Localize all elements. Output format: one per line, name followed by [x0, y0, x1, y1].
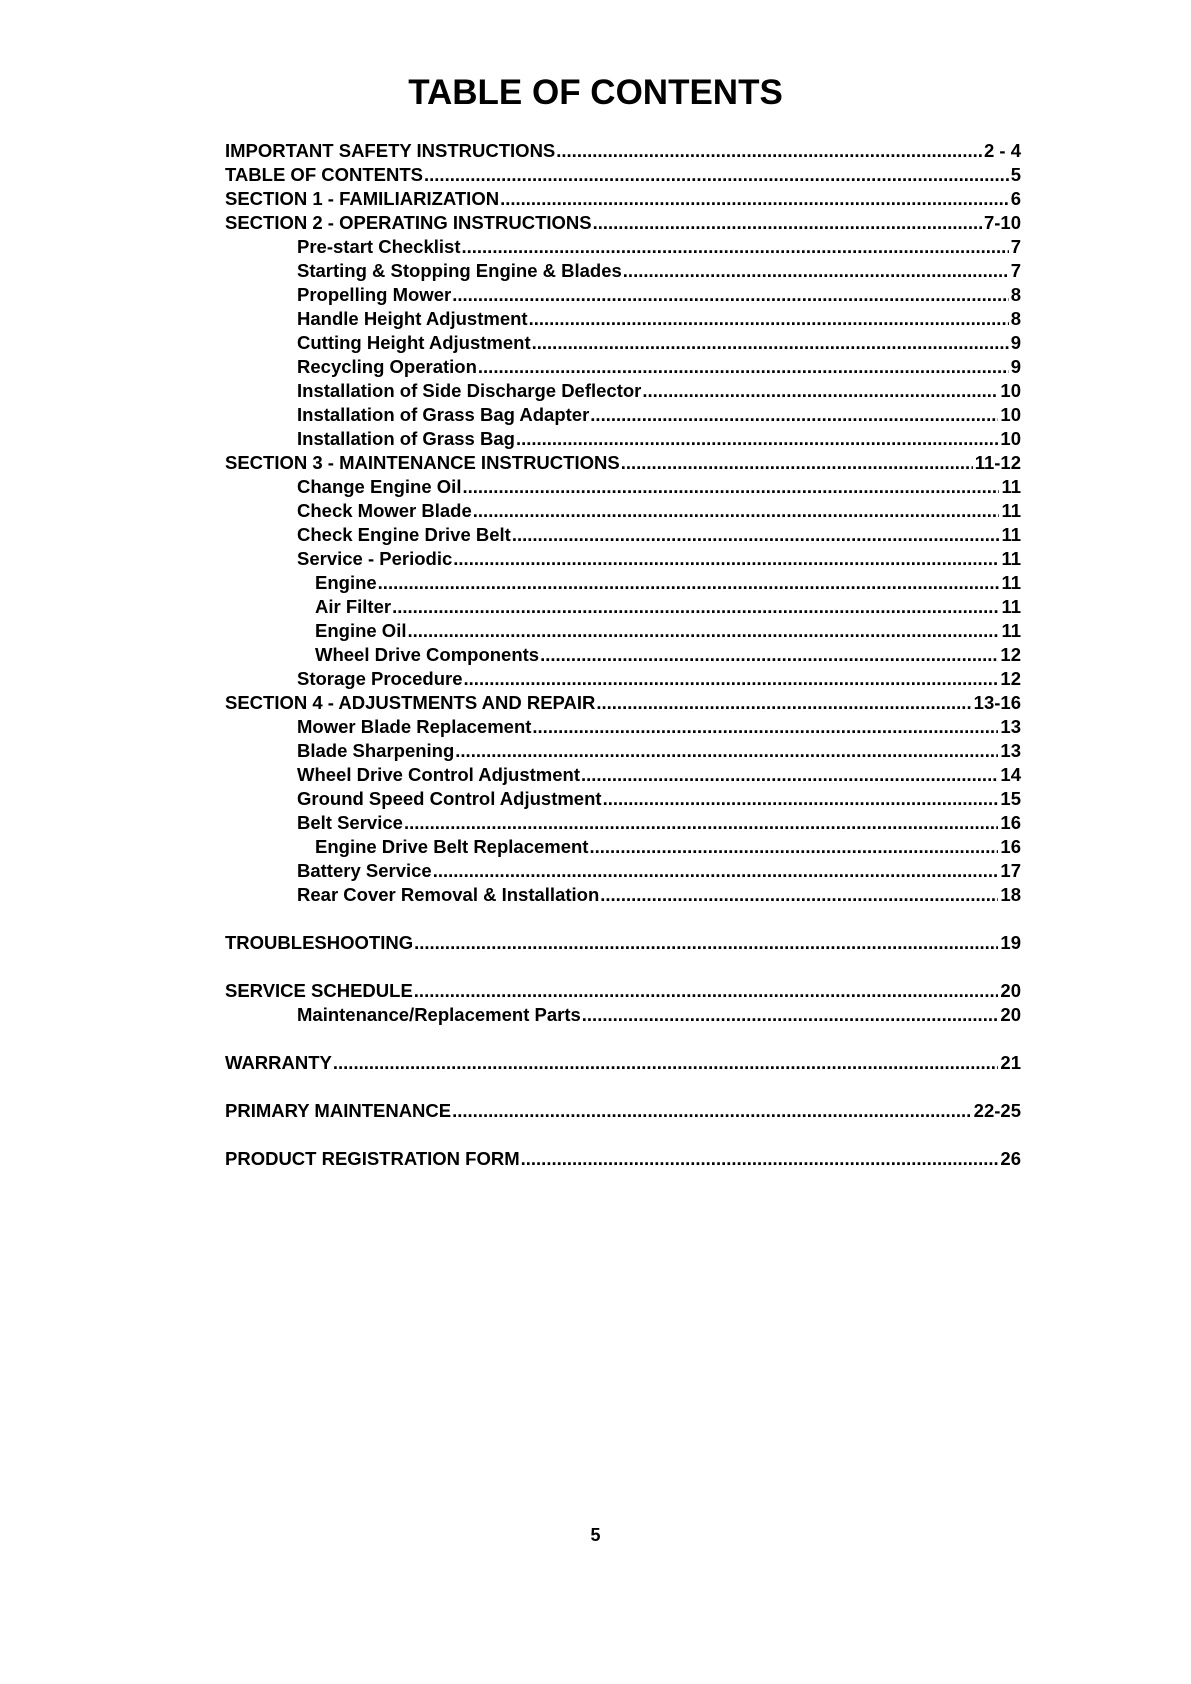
dot-leader — [453, 547, 999, 571]
toc-entry-label: Pre-start Checklist — [297, 236, 461, 257]
toc-entry-label: Cutting Height Adjustment — [297, 332, 531, 353]
toc-entry-page: 13-16 — [973, 692, 1021, 713]
toc-entry-label: Storage Procedure — [297, 668, 463, 689]
toc-entry — [225, 835, 1021, 859]
toc-entry-label: SECTION 4 - ADJUSTMENTS AND REPAIR — [225, 692, 596, 713]
toc-entry — [225, 379, 1021, 403]
toc-entry-page: 15 — [1000, 788, 1021, 809]
toc-entry-page: 26 — [1000, 1148, 1021, 1169]
toc-entry-label: Wheel Drive Control Adjustment — [297, 764, 581, 785]
toc-entry-page: 10 — [1000, 404, 1021, 425]
toc-entry-page: 11 — [1001, 500, 1021, 521]
toc-entry-label: Change Engine Oil — [297, 476, 462, 497]
toc-entry — [225, 523, 1021, 547]
toc-entry — [225, 451, 1021, 475]
toc-entry-page: 18 — [1000, 884, 1021, 905]
dot-leader — [464, 667, 999, 691]
toc-entry-label: Rear Cover Removal & Installation — [297, 884, 600, 905]
dot-leader — [333, 1051, 999, 1075]
dot-leader — [392, 595, 999, 619]
dot-leader — [404, 811, 998, 835]
toc-entry-label: Handle Height Adjustment — [297, 308, 528, 329]
toc-entry — [225, 859, 1021, 883]
toc-entry-page: 16 — [1000, 836, 1021, 857]
toc-entry-page: 11 — [1001, 548, 1021, 569]
toc-entry-label: Ground Speed Control Adjustment — [297, 788, 602, 809]
toc-entry-label: PRODUCT REGISTRATION FORM — [225, 1148, 520, 1169]
toc-entry — [225, 595, 1021, 619]
toc-entry — [225, 715, 1021, 739]
toc-entry-label: Installation of Grass Bag — [297, 428, 515, 449]
toc-entry — [225, 619, 1021, 643]
toc-entry-label: Mower Blade Replacement — [297, 716, 532, 737]
toc-entry-label: SECTION 1 - FAMILIARIZATION — [225, 188, 500, 209]
dot-leader — [532, 715, 998, 739]
dot-leader — [378, 571, 1000, 595]
toc-entry — [225, 427, 1021, 451]
toc-entry — [225, 811, 1021, 835]
toc-entry-page: 13 — [1000, 716, 1021, 737]
dot-leader — [516, 427, 998, 451]
page-title: TABLE OF CONTENTS — [408, 73, 783, 112]
toc-entry — [225, 475, 1021, 499]
toc-entry — [225, 163, 1021, 187]
dot-leader — [593, 211, 982, 235]
toc-entry-label: Battery Service — [297, 860, 432, 881]
toc-entry-page: 7-10 — [983, 212, 1021, 233]
toc-entry-label: Engine Oil — [315, 620, 407, 641]
toc-entry-page: 22-25 — [973, 1100, 1021, 1121]
toc-entry-page: 20 — [1000, 980, 1021, 1001]
toc-entry-label: Starting & Stopping Engine & Blades — [297, 260, 622, 281]
dot-leader — [414, 931, 998, 955]
toc-entry — [225, 979, 1021, 1003]
toc-entry — [225, 1099, 1021, 1123]
toc-entry — [225, 235, 1021, 259]
dot-leader — [433, 859, 999, 883]
dot-leader — [596, 691, 971, 715]
toc-entry-label: Recycling Operation — [297, 356, 477, 377]
toc-entry-label: WARRANTY — [225, 1052, 332, 1073]
toc-entry-label: Engine — [315, 572, 377, 593]
dot-leader — [452, 1099, 972, 1123]
toc-entry-label: Engine Drive Belt Replacement — [315, 836, 589, 857]
toc-entry — [225, 259, 1021, 283]
toc-entry-label: Belt Service — [297, 812, 403, 833]
toc-entry-page: 11-12 — [974, 452, 1021, 473]
toc-entry-page: 10 — [1000, 428, 1021, 449]
toc-entry — [225, 355, 1021, 379]
toc-entry-label: Installation of Side Discharge Deflector — [297, 380, 642, 401]
dot-leader — [461, 235, 1008, 259]
toc-entry — [225, 283, 1021, 307]
dot-leader — [424, 163, 1009, 187]
toc-entry-label: IMPORTANT SAFETY INSTRUCTIONS — [225, 140, 556, 161]
toc-entry-page: 8 — [1010, 284, 1021, 305]
table-of-contents — [225, 139, 1021, 1171]
toc-entry — [225, 1003, 1021, 1027]
dot-leader — [540, 643, 998, 667]
toc-entry-page: 5 — [1010, 164, 1021, 185]
toc-entry — [225, 307, 1021, 331]
toc-entry — [225, 403, 1021, 427]
toc-entry — [225, 547, 1021, 571]
toc-entry-page: 8 — [1010, 308, 1021, 329]
toc-entry-page: 12 — [1000, 668, 1021, 689]
toc-entry-page: 19 — [1000, 932, 1021, 953]
toc-entry-page: 9 — [1010, 332, 1021, 353]
toc-entry-label: Service - Periodic — [297, 548, 453, 569]
toc-entry-label: Air Filter — [315, 596, 392, 617]
page-number: 5 — [590, 1525, 601, 1545]
toc-entry — [225, 571, 1021, 595]
dot-leader — [414, 979, 999, 1003]
toc-entry-page: 7 — [1010, 260, 1021, 281]
toc-entry-label: Check Mower Blade — [297, 500, 472, 521]
dot-leader — [473, 499, 1000, 523]
toc-entry-page: 17 — [1000, 860, 1021, 881]
dot-leader — [581, 763, 998, 787]
dot-leader — [623, 259, 1009, 283]
toc-entry-label: SECTION 2 - OPERATING INSTRUCTIONS — [225, 212, 592, 233]
toc-entry-label: Installation of Grass Bag Adapter — [297, 404, 590, 425]
dot-leader — [556, 139, 982, 163]
toc-entry — [225, 1051, 1021, 1075]
toc-entry-page: 13 — [1000, 740, 1021, 761]
toc-entry-page: 7 — [1010, 236, 1021, 257]
dot-leader — [512, 523, 1000, 547]
toc-entry-page: 12 — [1000, 644, 1021, 665]
toc-entry-page: 6 — [1010, 188, 1021, 209]
dot-leader — [600, 883, 998, 907]
toc-entry — [225, 139, 1021, 163]
toc-entry-label: Propelling Mower — [297, 284, 452, 305]
toc-entry-page: 11 — [1001, 596, 1021, 617]
toc-entry-label: TABLE OF CONTENTS — [225, 164, 424, 185]
toc-entry-page: 10 — [1000, 380, 1021, 401]
dot-leader — [589, 835, 998, 859]
toc-entry — [225, 331, 1021, 355]
toc-entry-label: Check Engine Drive Belt — [297, 524, 511, 545]
dot-leader — [455, 739, 998, 763]
toc-entry-page: 20 — [1000, 1004, 1021, 1025]
toc-entry — [225, 499, 1021, 523]
toc-entry-page: 9 — [1010, 356, 1021, 377]
toc-entry — [225, 667, 1021, 691]
toc-entry-label: PRIMARY MAINTENANCE — [225, 1100, 452, 1121]
toc-entry-page: 2 - 4 — [983, 140, 1021, 161]
toc-entry — [225, 883, 1021, 907]
toc-entry — [225, 763, 1021, 787]
toc-entry — [225, 787, 1021, 811]
toc-entry — [225, 931, 1021, 955]
dot-leader — [603, 787, 999, 811]
toc-entry-label: TROUBLESHOOTING — [225, 932, 414, 953]
dot-leader — [582, 1003, 999, 1027]
toc-entry-page: 21 — [1000, 1052, 1021, 1073]
toc-entry-page: 16 — [1000, 812, 1021, 833]
toc-entry — [225, 643, 1021, 667]
toc-entry — [225, 739, 1021, 763]
dot-leader — [621, 451, 973, 475]
dot-leader — [521, 1147, 999, 1171]
toc-entry-page: 11 — [1001, 620, 1021, 641]
toc-entry-page: 11 — [1001, 524, 1021, 545]
toc-entry — [225, 211, 1021, 235]
dot-leader — [529, 307, 1009, 331]
toc-entry-page: 11 — [1001, 572, 1021, 593]
toc-entry — [225, 691, 1021, 715]
dot-leader — [500, 187, 1009, 211]
toc-entry — [225, 187, 1021, 211]
dot-leader — [478, 355, 1009, 379]
dot-leader — [642, 379, 998, 403]
toc-entry-label: Blade Sharpening — [297, 740, 455, 761]
dot-leader — [462, 475, 999, 499]
dot-leader — [407, 619, 999, 643]
toc-entry-label: Wheel Drive Components — [315, 644, 540, 665]
toc-entry — [225, 1147, 1021, 1171]
dot-leader — [452, 283, 1009, 307]
toc-entry-label: Maintenance/Replacement Parts — [297, 1004, 581, 1025]
toc-entry-page: 11 — [1001, 476, 1021, 497]
dot-leader — [590, 403, 998, 427]
dot-leader — [532, 331, 1009, 355]
toc-entry-label: SERVICE SCHEDULE — [225, 980, 413, 1001]
toc-entry-page: 14 — [1000, 764, 1021, 785]
toc-entry-label: SECTION 3 - MAINTENANCE INSTRUCTIONS — [225, 452, 620, 473]
